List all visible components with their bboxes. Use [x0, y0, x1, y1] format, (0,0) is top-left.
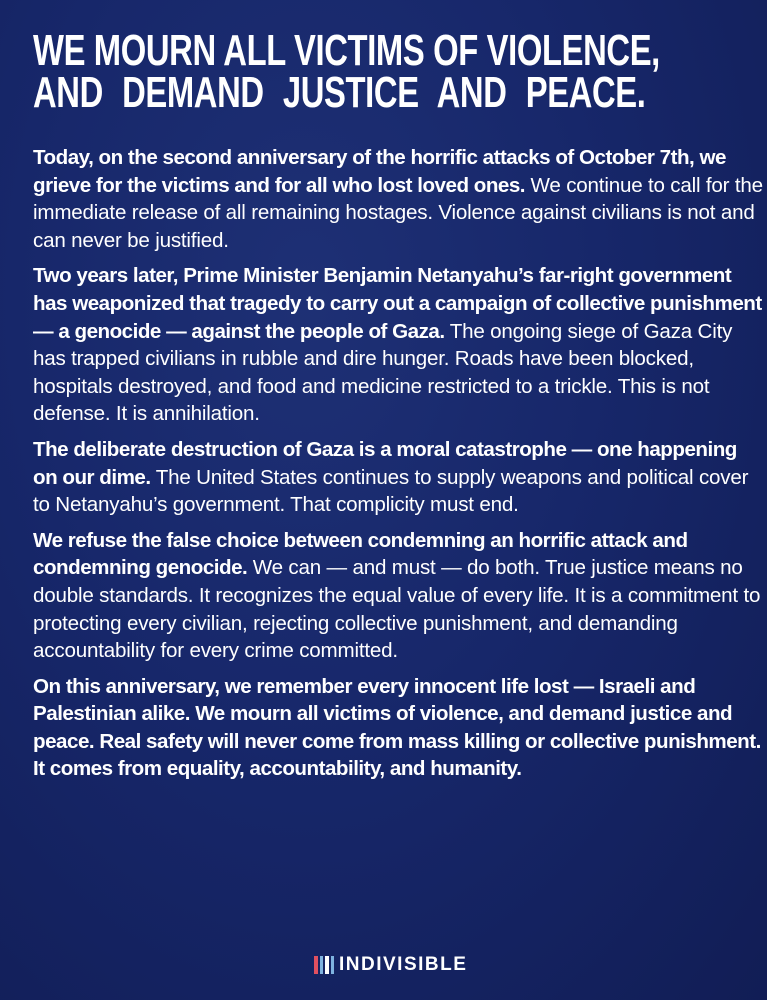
paragraph-lead: Today, on the second anniversary of the horrific attacks of October 7th, we grieve for the victims and for all who lost loved ones. — [33, 146, 726, 197]
indivisible-logo-icon — [314, 956, 334, 974]
paragraph-text: We continue to call for the immediate release of all remaining hostages. Violence against civilians is not and can never be justified. — [33, 173, 763, 252]
paragraph-lead: Two years later, Prime Minister Benjamin Netanyahu’s far-right government has weaponized that tragedy to carry out a campaign of collective punishment — a genocide — against the people of Gaza. — [33, 264, 762, 343]
paragraph-3 — [33, 436, 763, 519]
paragraph-1 — [33, 144, 763, 254]
paragraph-2 — [33, 262, 763, 428]
paragraph-lead: The deliberate destruction of Gaza is a moral catastrophe — one happening on our dime. — [33, 437, 737, 489]
logo-text: INDIVISIBLE — [339, 954, 468, 975]
statement-body — [33, 144, 763, 791]
indivisible-logo — [314, 954, 467, 976]
paragraph-text: We can — and must — do both. True justice means no double standards. It recognizes the equal value of every life. It is a commitment to protecting every civilian, rejecting collective punishment, and demanding accountability for every crime committed. — [33, 556, 761, 663]
headline-line-2: AND DEMAND JUSTICE AND PEACE. — [33, 68, 646, 117]
paragraph-5 — [33, 673, 763, 783]
paragraph-lead: On this anniversary, we remember every innocent life lost — Israeli and Palestinian alike. We mourn all victims of violence, and demand justice and peace. Real safety will never come from mass killing or collective punishment. It comes from equality, accountability, and humanity. — [33, 674, 761, 781]
paragraph-4 — [33, 527, 763, 665]
headline-line-1: WE MOURN ALL VICTIMS OF VIOLENCE, — [33, 26, 660, 75]
paragraph-text: The ongoing siege of Gaza City has trapped civilians in rubble and dire hunger. Roads have been blocked, hospitals destroyed, and food and medicine restricted to a trickle. This is not defense. It is annihilation. — [33, 319, 733, 426]
paragraph-text: The United States continues to supply weapons and political cover to Netanyahu’s government. That complicity must end. — [33, 465, 749, 517]
paragraph-lead: We refuse the false choice between condemning an horrific attack and condemning genocide. — [33, 528, 688, 580]
headline — [33, 26, 763, 117]
